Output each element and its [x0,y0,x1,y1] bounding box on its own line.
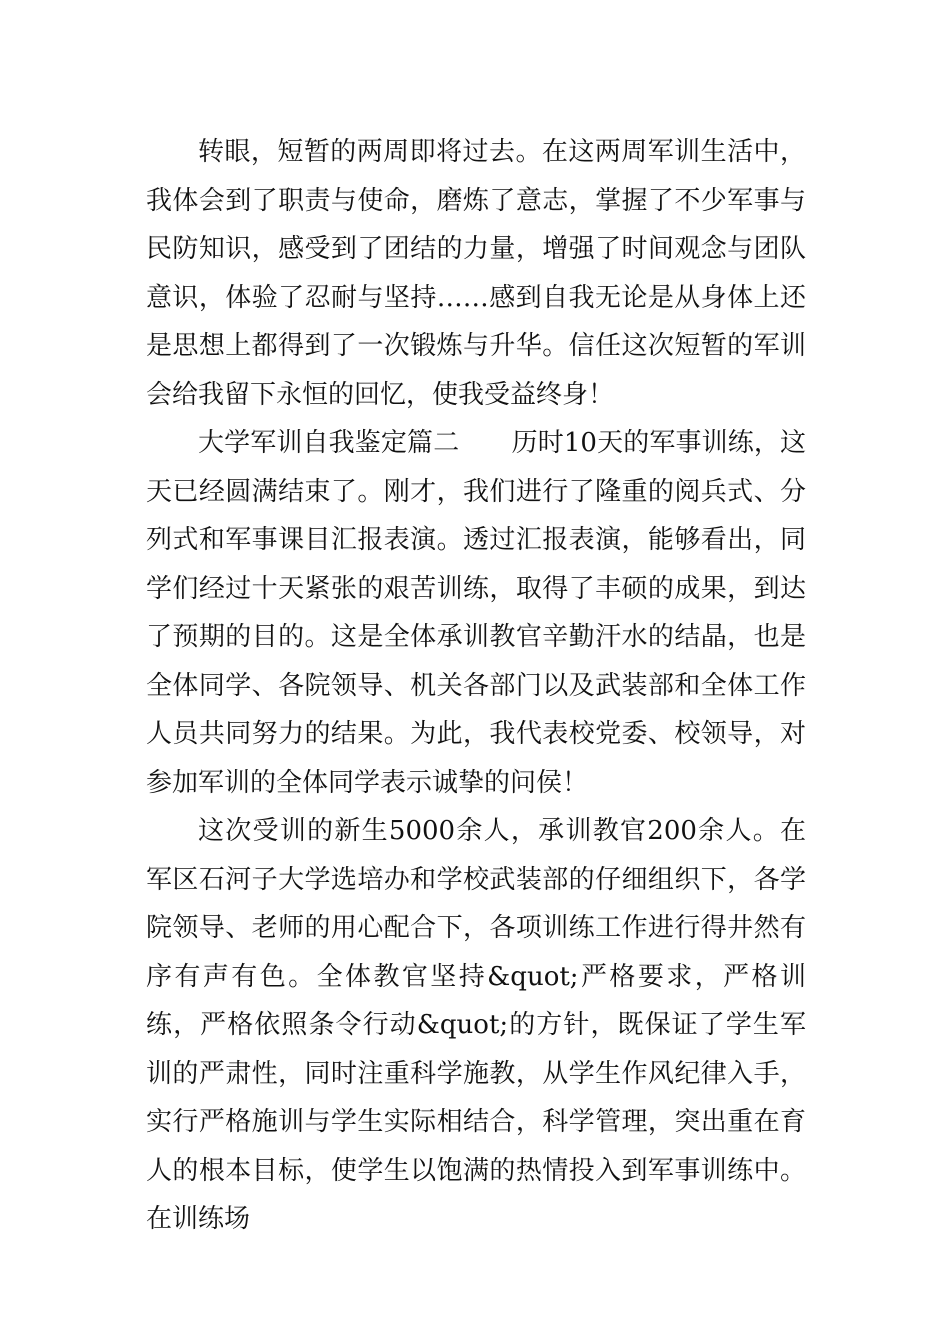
paragraph-2: 大学军训自我鉴定篇二 历时10天的军事训练，这天已经圆满结束了。刚才，我们进行了隆重的阅兵式、分列式和军事课目汇报表演。透过汇报表演，能够看出，同学们经过十天紧张的艰苦训练，取得了丰硕的成果，到达了预期的目的。这是全体承训教官辛勤汗水的结晶，也是全体同学、各院领导、机关各部门以及武装部和全体工作人员共同努力的结果。为此，我代表校党委、校领导，对参加军训的全体同学表示诚挚的问侯！ [146,428,806,798]
paragraph-1: 转眼，短暂的两周即将过去。在这两周军训生活中，我体会到了职责与使命，磨炼了意志，掌握了不少军事与民防知识，感受到了团结的力量，增强了时间观念与团队意识，体验了忍耐与坚持……感到自我无论是从身体上还是思想上都得到了一次锻炼与升华。信任这次短暂的军训会给我留下永恒的回忆，使我受益终身！ [146,137,806,410]
paragraph-3: 这次受训的新生5000余人，承训教官200余人。在军区石河子大学选培办和学校武装部的仔细组织下，各学院领导、老师的用心配合下，各项训练工作进行得井然有序有声有色。全体教官坚持&quot;严格要求，严格训练，严格依照条令行动&quot;的方针，既保证了学生军训的严肃性，同时注重科学施教，从学生作风纪律入手，实行严格施训与学生实际相结合，科学管理，突出重在育人的根本目标，使学生以饱满的热情投入到军事训练中。在训练场 [146,816,806,1234]
document-body [146,128,806,1244]
